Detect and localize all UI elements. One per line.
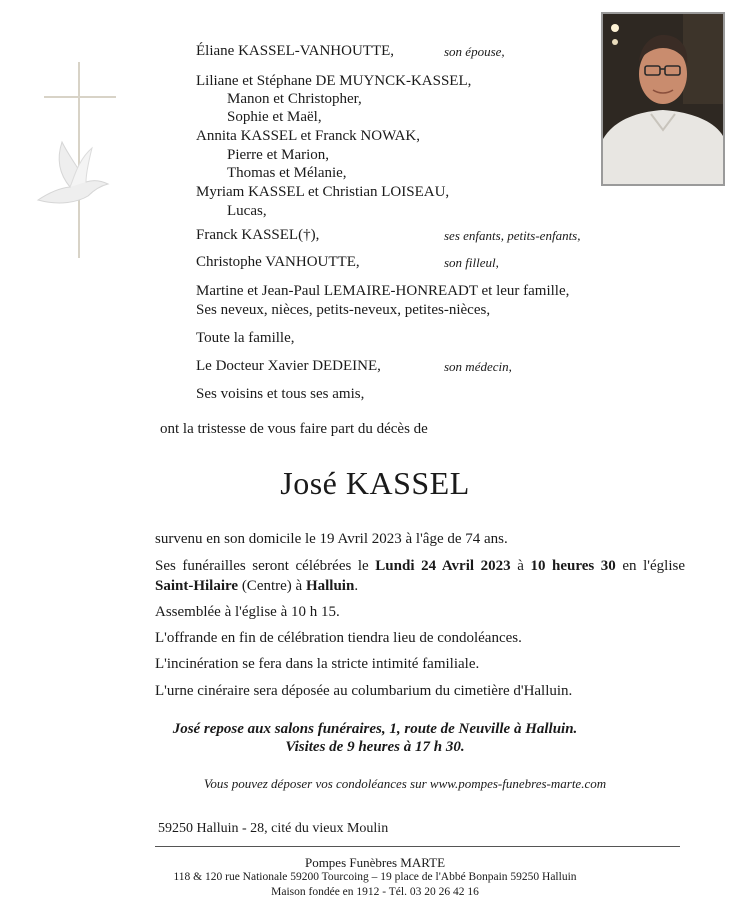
family-line: Pierre et Marion,: [227, 147, 330, 163]
family-line: Ses voisins et tous ses amis,: [196, 386, 365, 402]
family-line: Martine et Jean-Paul LEMAIRE-HONREADT et leur famille,: [196, 283, 570, 299]
address-text: 59250 Halluin - 28, cité du vieux Moulin: [158, 821, 389, 836]
company-founded: Maison fondée en 1912 - Tél. 03 20 26 42 16: [271, 886, 479, 898]
company-addresses: 118 & 120 rue Nationale 59200 Tourcoing – 19 place de l'Abbé Bonpain 59250 Halluin: [173, 871, 577, 883]
announcement-text: ont la tristesse de vous faire part du décès de: [160, 421, 428, 437]
family-line: Manon et Christopher,: [227, 91, 362, 107]
footer-divider: [155, 846, 680, 847]
dove-icon: [30, 130, 120, 225]
funeral-details: Ses funérailles seront célébrées le Lundi 24 Avril 2023 à 10 heures 30 en l'église Saint-Hilaire (Centre) à Halluin.: [155, 558, 685, 594]
condolences-text: Vous pouvez déposer vos condoléances sur www.pompes-funebres-marte.com: [203, 776, 607, 791]
family-line: Sophie et Maël,: [227, 109, 322, 125]
family-line: Liliane et Stéphane DE MUYNCK-KASSEL,: [196, 73, 472, 89]
visit-hours: Visites de 9 heures à 17 h 30.: [285, 739, 465, 755]
company-name: Pompes Funèbres MARTE: [304, 855, 446, 870]
family-line: Christophe VANHOUTTE,: [196, 254, 360, 270]
family-line: Le Docteur Xavier DEDEINE,: [196, 358, 381, 374]
incineration-details: L'incinération se fera dans la stricte intimité familiale.: [155, 656, 480, 672]
family-role: ses enfants, petits-enfants,: [444, 228, 581, 243]
family-role: son médecin,: [444, 359, 512, 374]
family-line: Franck KASSEL(†),: [196, 227, 320, 243]
family-line: Thomas et Mélanie,: [227, 165, 347, 181]
family-line: Éliane KASSEL-VANHOUTTE,: [196, 43, 395, 59]
family-role: son épouse,: [444, 44, 505, 59]
deceased-name: José KASSEL: [280, 465, 470, 501]
family-line: Myriam KASSEL et Christian LOISEAU,: [196, 184, 450, 200]
family-line: Ses neveux, nièces, petits-neveux, petites-nièces,: [196, 302, 491, 318]
family-line: Toute la famille,: [196, 330, 295, 346]
offering-details: L'offrande en fin de célébration tiendra lieu de condoléances.: [155, 630, 522, 646]
rest-location: José repose aux salons funéraires, 1, route de Neuville à Halluin.: [172, 721, 578, 737]
family-line: Lucas,: [227, 203, 267, 219]
death-details: survenu en son domicile le 19 Avril 2023 à l'âge de 74 ans.: [155, 531, 508, 547]
family-line: Annita KASSEL et Franck NOWAK,: [196, 128, 420, 144]
cross-horizontal: [44, 96, 116, 98]
assembly-details: Assemblée à l'église à 10 h 15.: [155, 604, 340, 620]
family-role: son filleul,: [444, 255, 499, 270]
urn-details: L'urne cinéraire sera déposée au columbarium du cimetière d'Halluin.: [155, 683, 573, 699]
portrait-photo: [601, 12, 725, 186]
